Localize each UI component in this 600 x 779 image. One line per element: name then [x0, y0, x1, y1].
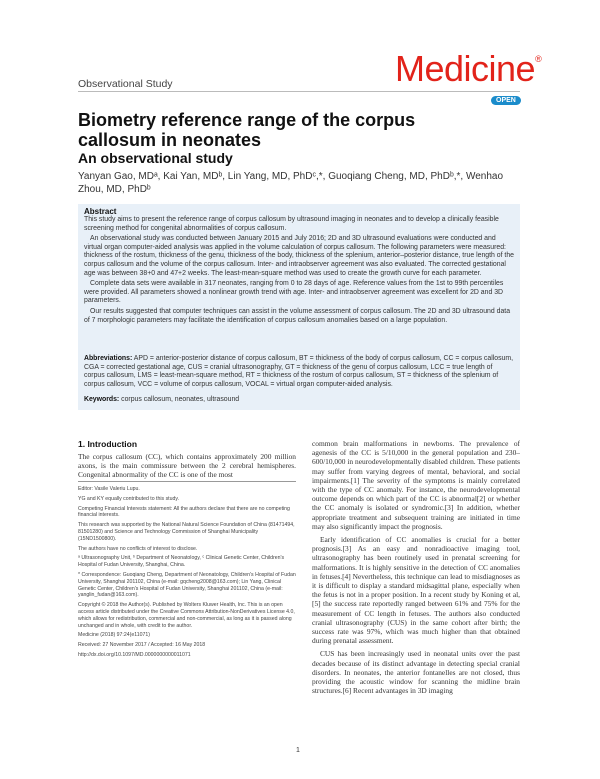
footnote-citation: Medicine (2018) 97:24(e11071)	[78, 632, 150, 639]
footnote-correspondence: * Correspondence: Guoqiang Cheng, Department of Neonatology, Children's Hospital of Fudan University, Shanghai 201102, China (e-mail: gqcheng2008@163.com); Lin Yang, Clinical Genetic Center, Children's Hospital of Fudan University, Shanghai 201102, China (e-mail: yanglin_fudan@163.com).	[78, 571, 296, 599]
footnote-copyright: Copyright © 2018 the Author(s). Published by Wolters Kluwer Health, Inc. This is an open access article distributed under the Creative Commons Attribution-NonDerivatives License 4.0, which allows for redistribution, commercial and non-commercial, as long as it is passed along unchanged and in whole, with credit to the author.	[78, 602, 295, 629]
footnote-affiliations: ᵃ Ultrasonography Unit, ᵇ Department of Neonatology, ᶜ Clinical Genetic Center, Children's Hospital of Fudan University, Shanghai, China.	[78, 555, 285, 569]
abbreviations	[84, 355, 514, 389]
trademark: ®	[535, 54, 542, 64]
footnote-dates: Received: 27 November 2017 / Accepted: 16 May 2018	[78, 642, 206, 649]
abstract-paragraph: Our results suggested that computer techniques can assist in the volume assessment of corpus callosum. The 2D and 3D ultrasound data of 7 morphologic parameters may facilitate the identification of corpus callosum anomalies based on a large population.	[84, 307, 511, 324]
abbreviations-label: Abbreviations:	[84, 355, 133, 362]
footnote-doi[interactable]: http://dx.doi.org/10.1097/MD.0000000000011071	[78, 651, 191, 658]
body-paragraph: Early identification of CC anomalies is crucial for a better prognosis.[3] As an easy and nonradioactive imaging tool, ultrasonography has been routinely used in prenatal screening for malformations. It is highly sensitive in the detection of CC anomalies in fetuses.[4] Nevertheless, this technique can lead to misdiagnoses as it is difficult to display a standard midsagittal plane, especially when the fetus is not in a proper position. In a recent study by Koning et al,[5] the success rate reportedly ranged between 61% and 75% for the measurement of CC length in fetuses. The authors also conducted cranial ultrasonography (CUS) in the same cohort after birth; the success rate was 97%, which was much higher than that obtained during prenatal assessment.	[312, 535, 520, 646]
abstract-heading: Abstract	[84, 207, 117, 216]
article-title: Biometry reference range of the corpus callosum in neonates	[78, 110, 416, 150]
keywords-text: corpus callosum, neonates, ultrasound	[121, 396, 240, 403]
body-paragraph: common brain malformations in newborns. The prevalence of agenesis of the CC is 5/10,000 in the general population and 230–600/10,000 in neurodevelopmentally disabled children. These patients may suffer from varying degrees of mental, behavioral, and social impairments.[1] The severity of the symptoms is mainly correlated with the type of CC anomaly. For instance, the neurodevelopmental outcome depends on which part of the CC is abnormal[2] or whether the CC anomaly is isolated or syndromic.[3] In addition, whether appropriate treatment and subsequent training are initiated in time may also significantly impact the prognosis.	[312, 439, 520, 531]
section-label: Observational Study	[78, 78, 173, 90]
footnote-editor: Editor: Vasile Valeriu Lupu.	[78, 486, 140, 492]
journal-name: Medicine	[395, 48, 536, 89]
keywords	[84, 396, 514, 405]
journal-logo	[395, 48, 541, 90]
keywords-label: Keywords:	[84, 396, 120, 403]
introduction-heading: 1. Introduction	[78, 439, 138, 449]
footnote-contribution: YG and KY equally contributed to this study.	[78, 495, 180, 502]
footnote-funding: This research was supported by the National Natural Science Foundation of China (81471494, 81501280) and Science and Technology Commission of Shanghai Municipality (15ND1500800).	[78, 522, 295, 542]
author-list: Yanyan Gao, MDᵃ, Kai Yan, MDᵇ, Lin Yang, MD, PhDᶜ,*, Guoqiang Cheng, MD, PhDᵇ,*, Wenhao Zhou, MD, PhDᵇ	[78, 171, 504, 195]
header-divider	[78, 91, 520, 92]
footnote-conflicts: The authors have no conflicts of interest to disclose.	[78, 545, 198, 552]
body-paragraph: CUS has been increasingly used in neonatal units over the past decades because of its distinct advantage in detecting special cranial disorders. In neonates, the anterior fontanelles are not closed, thus providing the acoustic window for scanning the midline brain structures.[6] Recent advantages in 3D imaging	[312, 649, 520, 696]
article-subtitle: An observational study	[78, 150, 233, 166]
abbreviations-text: APD = anterior-posterior distance of corpus callosum, BT = thickness of the body of corpus callosum, CC = corpus callosum, CGA = corrected gestational age, CUS = cranial ultrasonography, GT = thickness of the genu of corpus callosum, LCC = true length of corpus callosum, LMS = least-mean-square method, RT = thickness of the rostum of corpus callosum, ST = thickness of the splenium of corpus callosum, VCC = volume of corpus callosum, VOCAL = virtual organ computer-aided analysis.	[84, 355, 514, 388]
abstract-body	[84, 216, 514, 327]
abstract-paragraph: This study aims to present the reference range of corpus callosum by ultrasound imaging in neonates and to develop a clinically feasible screening method for congenital abnormalities of corpus callosum.	[84, 216, 499, 232]
right-column-text	[312, 439, 520, 699]
abstract-paragraph: Complete data sets were available in 317 neonates, ranging from 0 to 28 days of age. Reference values from the 1st to 99th percentiles were provided. All parameters showed a nonlinear growth trend with age. Inter- and intraobserver agreement was excellent for 2D and 3D parameters.	[84, 280, 504, 305]
introduction-text: The corpus callosum (CC), which contains approximately 200 million axons, is the main commissure between the 2 cerebral hemispheres. Congenital abnormality of the CC is one of the most	[78, 452, 296, 480]
abstract-paragraph: An observational study was conducted between January 2015 and July 2016; 2D and 3D ultrasound evaluations were conducted and virtual organ computer-aided analysis was applied in the volume calculation of corpus callosum. The following parameters were measured: thickness of the rostum, thickness of the genu, thickness of the body, thickness of the splenium, anterior–posterior distance, true length of the corpus callosum and the volume of the corpus callosum. Inter- and intraobserver agreement was also evaluated. The corrected gestational age was between 38+0 and 47+2 weeks. The least-mean-square method was used to create the growth curve for each parameter.	[84, 235, 515, 277]
footnote-divider	[78, 481, 296, 482]
open-access-badge: OPEN	[491, 96, 521, 105]
footnote-competing-interests: Competing Financial Interests statement: All the authors declare that there are no competing financial interests.	[78, 505, 290, 519]
page-number: 1	[296, 747, 300, 754]
footnotes	[78, 486, 296, 662]
